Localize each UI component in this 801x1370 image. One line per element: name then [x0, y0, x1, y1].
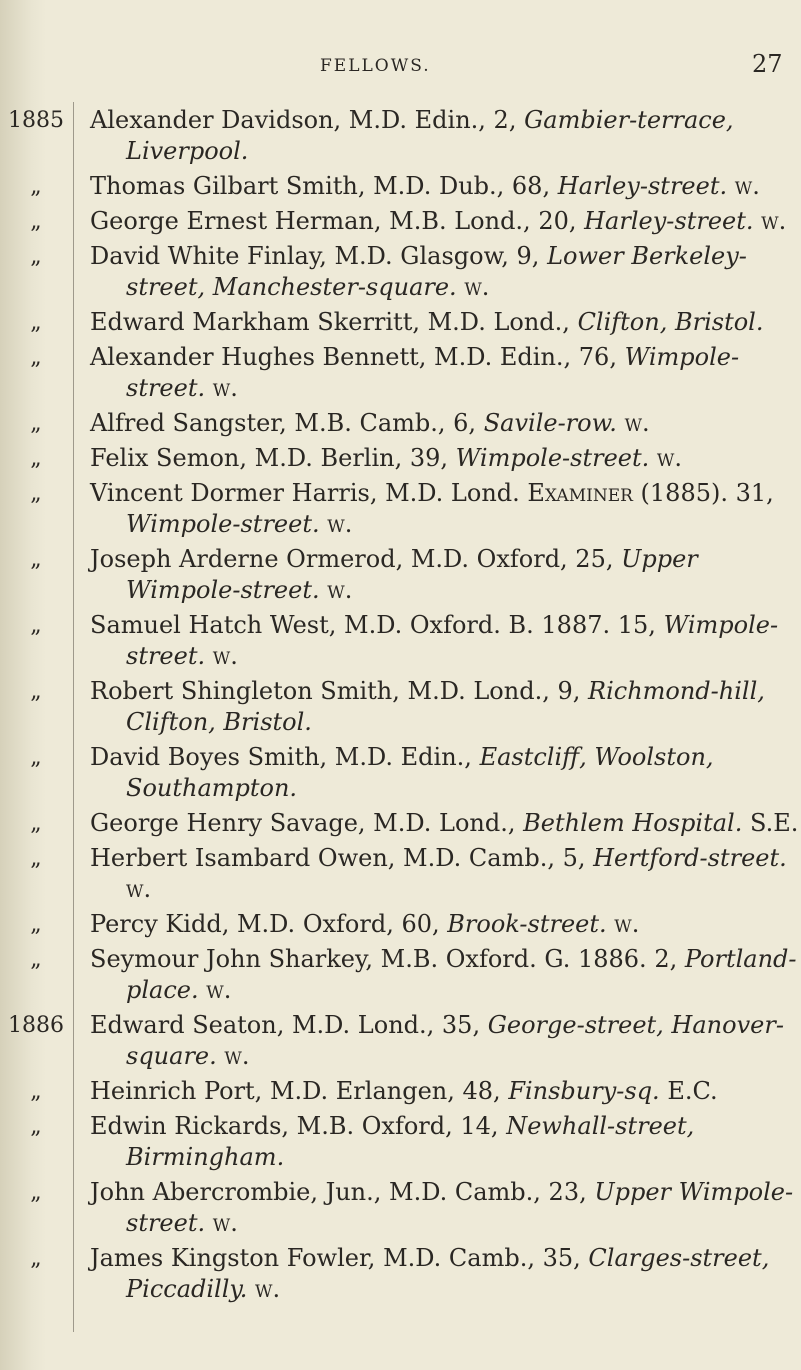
entry-text: [90, 342, 801, 404]
fellow-entry: [0, 909, 801, 940]
entry-text: [90, 1111, 801, 1173]
fellow-name-qualifications: Edwin Rickards, M.B. Oxford, 14,: [90, 1112, 499, 1140]
election-year: 1886: [8, 1013, 64, 1038]
election-year: „: [30, 947, 42, 972]
fellow-address: Wimpole-street.: [126, 510, 320, 538]
entry-text: [90, 843, 801, 905]
fellow-entry: [0, 1177, 801, 1239]
fellow-entry: [0, 1243, 801, 1305]
fellow-name-qualifications: David Boyes Smith, M.D. Edin.,: [90, 743, 472, 771]
entry-text: [90, 544, 801, 606]
postal-district: E.C.: [667, 1077, 718, 1105]
postal-district: w.: [212, 1209, 238, 1237]
election-year: „: [30, 1079, 42, 1104]
election-year: „: [30, 846, 42, 871]
election-year: „: [30, 244, 42, 269]
entry-text: [90, 808, 801, 839]
address-number: 2,: [654, 945, 678, 973]
entry-text: [90, 1010, 801, 1072]
page-header: [0, 50, 801, 86]
postal-district: w.: [224, 1042, 250, 1070]
fellow-name-qualifications: Joseph Arderne Ormerod, M.D. Oxford, 25,: [90, 545, 614, 573]
address-number: 15,: [617, 611, 656, 639]
entry-text: [90, 307, 801, 338]
fellow-name-qualifications: Herbert Isambard Owen, M.D. Camb., 5,: [90, 844, 586, 872]
entry-text: [90, 478, 801, 540]
fellow-entry: [0, 241, 801, 303]
fellow-address: Wimpole-street.: [126, 611, 779, 670]
entry-text: [90, 676, 801, 738]
election-year: „: [30, 745, 42, 770]
entry-text: [90, 1177, 801, 1239]
fellow-name-qualifications: Samuel Hatch West, M.D. Oxford.: [90, 611, 501, 639]
postal-district: w.: [656, 444, 683, 472]
fellow-address: Harley-street.: [557, 172, 728, 200]
postal-district: w.: [206, 976, 232, 1004]
fellow-address: Harley-street.: [584, 207, 754, 235]
election-year: „: [30, 209, 42, 234]
postal-district: w.: [255, 1275, 281, 1303]
fellow-entry: [0, 408, 801, 439]
postal-district: w.: [126, 875, 152, 903]
fellow-name-qualifications: Alexander Hughes Bennett, M.D. Edin., 76,: [90, 343, 617, 371]
page-number: 27: [752, 50, 783, 78]
fellow-entry: [0, 443, 801, 474]
fellow-address: Upper Wimpole-street.: [126, 1178, 794, 1237]
entry-text: [90, 944, 801, 1006]
fellow-entry: [0, 843, 801, 905]
postal-district: w.: [327, 576, 353, 604]
fellow-name-qualifications: Edward Markham Skerritt, M.D. Lond.,: [90, 308, 570, 336]
fellow-entry: [0, 342, 801, 404]
entry-text: [90, 742, 801, 804]
fellow-address: Clarges-street, Piccadilly.: [126, 1244, 770, 1303]
entry-text: [90, 241, 801, 303]
entry-text: [90, 171, 801, 202]
fellow-address: Clifton, Bristol.: [577, 308, 764, 336]
fellow-name-qualifications: Alfred Sangster, M.B. Camb., 6,: [90, 409, 477, 437]
fellow-name-qualifications: George Henry Savage, M.D. Lond.,: [90, 809, 516, 837]
fellows-list: [0, 105, 801, 1309]
fellow-address: Gambier-terrace, Liverpool.: [126, 106, 734, 165]
postal-district: w.: [464, 273, 490, 301]
entry-text: [90, 408, 801, 439]
entry-text: [90, 1243, 801, 1305]
postal-district: w.: [327, 510, 353, 538]
postal-district: w.: [212, 642, 238, 670]
fellow-name-qualifications: Felix Semon, M.D. Berlin, 39,: [90, 444, 449, 472]
entry-text: [90, 105, 801, 167]
fellow-address: Lower Berkeley-street, Manchester-square.: [126, 242, 747, 301]
fellow-name-qualifications: Alexander Davidson, M.D. Edin., 2,: [90, 106, 517, 134]
fellow-name-qualifications: John Abercrombie, Jun., M.D. Camb., 23,: [90, 1178, 587, 1206]
fellow-address: Eastcliff, Woolston, Southampton.: [126, 743, 714, 802]
fellow-name-qualifications: Vincent Dormer Harris, M.D. Lond.: [90, 479, 520, 507]
fellow-name-qualifications: Edward Seaton, M.D. Lond., 35,: [90, 1011, 481, 1039]
office-note: B. 1887.: [508, 611, 611, 639]
fellow-entry: [0, 544, 801, 606]
election-year: „: [30, 613, 42, 638]
election-year: „: [30, 1180, 42, 1205]
election-year: „: [30, 345, 42, 370]
entry-text: [90, 1076, 801, 1107]
fellow-address: Savile-row.: [483, 409, 617, 437]
address-number: (1885). 31,: [640, 479, 774, 507]
election-year: „: [30, 679, 42, 704]
postal-district: w.: [734, 172, 760, 200]
election-year: „: [30, 481, 42, 506]
fellow-entry: [0, 610, 801, 672]
fellow-entry: [0, 676, 801, 738]
election-year: „: [30, 310, 42, 335]
fellow-entry: [0, 944, 801, 1006]
fellow-name-qualifications: Heinrich Port, M.D. Erlangen, 48,: [90, 1077, 501, 1105]
fellow-address: Richmond-hill, Clifton, Bristol.: [126, 677, 765, 736]
fellow-entry: [0, 1010, 801, 1072]
election-year: „: [30, 1246, 42, 1271]
fellow-address: George-street, Hanover-square.: [126, 1011, 784, 1070]
fellow-name-qualifications: Robert Shingleton Smith, M.D. Lond., 9,: [90, 677, 581, 705]
fellow-entry: [0, 171, 801, 202]
fellow-name-qualifications: James Kingston Fowler, M.D. Camb., 35,: [90, 1244, 581, 1272]
fellow-address: Bethlem Hospital.: [523, 809, 743, 837]
postal-district: S.E.: [749, 809, 799, 837]
election-year: „: [30, 912, 42, 937]
election-year: „: [30, 811, 42, 836]
entry-text: [90, 206, 801, 237]
election-year: „: [30, 174, 42, 199]
entry-text: [90, 443, 801, 474]
fellow-entry: [0, 808, 801, 839]
fellow-address: Finsbury-sq.: [508, 1077, 660, 1105]
entry-text: [90, 909, 801, 940]
election-year: „: [30, 411, 42, 436]
fellow-entry: [0, 478, 801, 540]
postal-district: w.: [212, 374, 238, 402]
fellow-name-qualifications: Percy Kidd, M.D. Oxford, 60,: [90, 910, 440, 938]
fellow-entry: [0, 1111, 801, 1173]
fellow-entry: [0, 105, 801, 167]
fellow-name-qualifications: Thomas Gilbart Smith, M.D. Dub., 68,: [90, 172, 551, 200]
fellow-address: Portland-place.: [126, 945, 797, 1004]
postal-district: w.: [624, 409, 650, 437]
fellow-name-qualifications: Seymour John Sharkey, M.B. Oxford.: [90, 945, 537, 973]
postal-district: w.: [614, 910, 640, 938]
election-year: „: [30, 547, 42, 572]
office-note: Examiner: [527, 479, 633, 507]
entry-text: [90, 610, 801, 672]
fellow-address: Wimpole-street.: [455, 444, 650, 472]
fellow-address: Wimpole-street.: [126, 343, 740, 402]
fellow-entry: [0, 742, 801, 804]
postal-district: w.: [761, 207, 787, 235]
fellow-address: Hertford-street.: [593, 844, 787, 872]
election-year: „: [30, 1114, 42, 1139]
fellow-name-qualifications: David White Finlay, M.D. Glasgow, 9,: [90, 242, 540, 270]
office-note: G. 1886.: [544, 945, 647, 973]
fellow-address: Brook-street.: [447, 910, 607, 938]
running-head: FELLOWS.: [320, 56, 431, 76]
fellow-entry: [0, 307, 801, 338]
election-year: 1885: [8, 108, 64, 133]
election-year: „: [30, 446, 42, 471]
fellow-address: Upper Wimpole-street.: [126, 545, 698, 604]
fellow-entry: [0, 1076, 801, 1107]
fellow-address: Newhall-street, Birmingham.: [126, 1112, 695, 1171]
fellow-name-qualifications: George Ernest Herman, M.B. Lond., 20,: [90, 207, 577, 235]
fellow-entry: [0, 206, 801, 237]
